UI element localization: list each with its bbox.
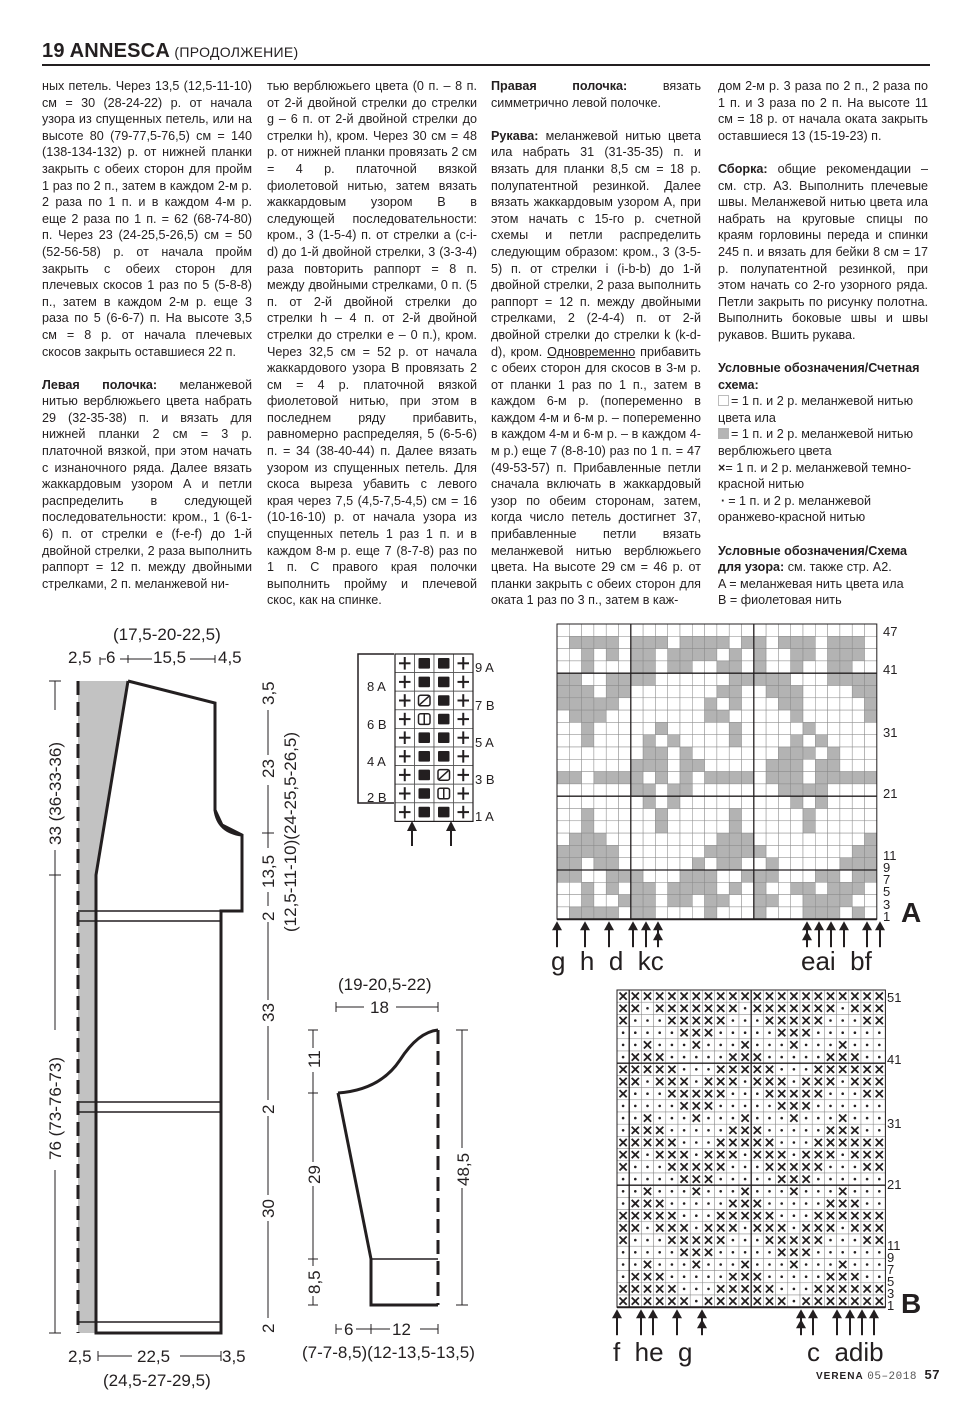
svg-text:30: 30 — [259, 1199, 278, 1218]
page-number: 57 — [924, 1367, 940, 1382]
svg-text:3,5: 3,5 — [222, 1347, 246, 1366]
svg-text:6 B: 6 B — [367, 717, 387, 732]
svg-text:2,5: 2,5 — [68, 648, 92, 667]
svg-text:4 A: 4 A — [367, 754, 386, 769]
text-column-3 — [491, 78, 701, 626]
svg-text:2: 2 — [259, 911, 278, 921]
row-number: 9 — [887, 1250, 895, 1265]
stitch-grid — [395, 654, 473, 821]
svg-text:3,5: 3,5 — [259, 681, 278, 705]
svg-text:9 A: 9 A — [475, 660, 494, 675]
page-header — [42, 40, 930, 66]
arrow-up-icon — [446, 821, 456, 846]
text-column-4 — [718, 78, 928, 609]
svg-text:11: 11 — [305, 1050, 324, 1068]
row-number: 7 — [887, 1262, 895, 1277]
svg-text:15,5: 15,5 — [153, 648, 187, 667]
svg-text:6: 6 — [344, 1320, 354, 1339]
chart-a-arrow-labels-left: g h d kc — [551, 946, 664, 976]
chart-b-arrow-labels-left: f he g — [613, 1337, 693, 1367]
pattern-title: 19 ANNESCA — [42, 40, 170, 62]
row-number: 47 — [883, 624, 898, 639]
page-footer — [816, 1367, 940, 1383]
row-number: 7 — [883, 872, 891, 887]
colorwork-chart-b — [615, 988, 935, 1368]
legend-chart-title: Условные обозначения/Счетная схема: — [718, 361, 920, 392]
row-number: 11 — [883, 848, 897, 863]
row-number: 9 — [883, 860, 891, 875]
svg-text:33: 33 — [259, 1003, 278, 1022]
svg-text:4,5: 4,5 — [218, 648, 242, 667]
front-left-upper-dim: 33 (36-33-36) — [46, 741, 65, 845]
left-front-continued: тью верблюжьего цвета (0 п. – 8 п. от 2-й двойной стрелки до стрелки g – 6 п. от 2-й двойной стрелки до стрелки h), кром. Через 30 см = 48 р. от нижней планки провязать 2 см = 4 р. платочной вязкой фиолетовой нитью, затем вязать жаккардовым узором В в следующей последовательности: кром., 3 (1-5-4) п. от стрелки a (c-i-d) до 1-й двойной стрелки, 3 (3-3-4) раза повторить раппорт = 8 п. между двойными стрелками, 0 п. (5 п. от 2-й двойной стрелки до стрелки h – 4 п. от 2-й двойной стрелки до стрелки e – 0 п.), кром. Через 32,5 см = 52 р. от начала жаккардового узора В провязать 2 см = 4 р. платочной вязкой фиолетовой нитью, при этом в последнем ряду прибавить, равномерно распределяя, 5 (6-5-6) п. = 34 (38-40-44) п. Далее вязать узором из спущенных петель. Для скоса выреза убавить с левого края через 7,5 (4,5-7,5-4,5) см = 16 (10-16-10) р. от начала узора из спущенных петель 1 раз 1 п. и в каждом 8-м р. еще 7 (8-7-8) раз по 1 п. С правого края полочки выполнить пройму и плечевой скос, как на спинке. — [267, 79, 477, 608]
pattern-subtitle: (ПРОДОЛЖЕНИЕ) — [174, 44, 299, 60]
svg-text:2,5: 2,5 — [68, 1347, 92, 1366]
legend-item: · = 1 п. и 2 р. меланжевой оранжево-красной нитью — [718, 493, 871, 525]
row-number: 1 — [887, 1298, 895, 1313]
chart-b-row-numbers — [887, 990, 901, 1313]
front-bottom-alt: (24,5-27-29,5) — [103, 1371, 211, 1390]
svg-text:8,5: 8,5 — [305, 1270, 324, 1294]
front-left-total-dim: 76 (73-76-73) — [46, 1056, 65, 1160]
row-number: 21 — [883, 786, 898, 801]
colorwork-chart-a — [551, 622, 935, 977]
sleeve-schematic — [290, 965, 490, 1365]
legend-pattern-title: Условные обозначения/Схема для узора: см. также стр. А2. — [718, 543, 908, 575]
chart-a-arrows — [552, 921, 885, 947]
sleeve-top-alt: (19-20,5-22) — [338, 975, 432, 994]
chart-a-row-numbers — [883, 624, 897, 924]
text-column-1 — [42, 78, 252, 609]
svg-text:6: 6 — [106, 648, 116, 667]
svg-text:18: 18 — [370, 998, 389, 1017]
row-number: 3 — [883, 897, 891, 912]
front-right-alt-dim: (12,5-11-10)(24-25,5-26,5) — [281, 731, 300, 932]
text-column-2 — [267, 78, 477, 626]
row-number: 3 — [887, 1286, 895, 1301]
legend-pattern-b: B = фиолетовая нить — [718, 593, 842, 608]
svg-text:29: 29 — [305, 1165, 324, 1184]
svg-text:23: 23 — [259, 759, 278, 778]
magazine-brand: VERENA — [816, 1371, 864, 1382]
svg-text:5 A: 5 A — [475, 735, 494, 750]
section-heading: Рукава: — [491, 128, 539, 143]
white-square-icon — [718, 395, 729, 406]
right-front-section: Правая полочка: вязать симметрично левой полочке. — [491, 79, 702, 110]
chart-a-arrow-labels-right: eai bf — [801, 946, 872, 976]
section-heading: Правая полочка: — [491, 79, 628, 93]
chart-b-arrow-labels-right: c adib — [807, 1337, 884, 1367]
section-heading: Левая полочка: — [42, 377, 158, 392]
legend-pattern-a: A = меланжевая нить цвета ила — [718, 576, 904, 591]
issue-number: 05–2018 — [867, 1371, 917, 1383]
svg-text:13,5: 13,5 — [259, 854, 278, 888]
svg-text:8 A: 8 A — [367, 679, 386, 694]
row-number: 41 — [887, 1052, 902, 1067]
svg-text:2 B: 2 B — [367, 790, 387, 805]
row-number: 21 — [887, 1177, 902, 1192]
section-heading: Сборка: — [718, 161, 768, 176]
row-number: 5 — [887, 1274, 895, 1289]
row-number: 31 — [887, 1116, 902, 1131]
sleeves-continued: дом 2-м р. 3 раза по 2 п., 2 раза по 1 п. и 3 раза по 2 п. На высоте 11 см = 18 р. от начала оката закрыть оставшиеся 13 (15-19-23) п. — [718, 79, 928, 143]
row-number: 11 — [887, 1238, 901, 1253]
sleeve-bottom-alt: (7-7-8,5)(12-13,5-13,5) — [302, 1343, 475, 1362]
stitch-pattern-chart — [350, 648, 510, 853]
row-number: 31 — [883, 725, 898, 740]
chart-b-arrows — [612, 1309, 879, 1335]
sleeve-length-dim: 48,5 — [454, 1152, 473, 1186]
row-number: 5 — [883, 884, 891, 899]
dot-icon: · — [721, 493, 726, 508]
legend-item: = 1 п. и 2 р. меланжевой нитью цвета ила — [718, 394, 914, 425]
row-number: 41 — [883, 662, 898, 677]
chart-a-label: A — [901, 897, 922, 928]
left-front-section: Левая полочка: меланжевой нитью верблюжьего цвета набрать 29 (32-35-38) п. и вязать для нижней планки 2 см = 3 р. платочной вязкой, при этом начать с изнаночного ряда. Далее вязать жаккардовым узором А и петли распределить в следующей последовательности: кром., 1 (6-1-6) п. от стрелки е (f-e-f) до 1-й двойной стрелки, 2 раза выполнить раппорт = 12 п. между двойными стрелками, 2 п. меланжевой ни- — [42, 377, 253, 591]
grey-square-icon — [718, 428, 729, 439]
svg-text:1 A: 1 A — [475, 809, 494, 824]
front-schematic — [0, 615, 320, 1390]
row-number: 51 — [887, 990, 902, 1005]
svg-text:12: 12 — [392, 1320, 411, 1339]
legend-item: = 1 п. и 2 р. меланжевой нитью верблюжьего цвета — [718, 427, 914, 459]
legend-item: ×= 1 п. и 2 р. меланжевой темно-красной нитью — [718, 460, 912, 492]
arrow-up-icon — [407, 821, 417, 846]
svg-text:22,5: 22,5 — [137, 1347, 171, 1366]
chart-b-label: B — [901, 1288, 922, 1319]
row-number: 1 — [883, 909, 891, 924]
sleeves-section: Рукава: меланжевой нитью цвета ила набрать 31 (31-35-35) п. и вязать для планки 8,5 см = 18 р. полупатентной резинкой. Далее вязать жаккардовым узором А, при этом начать с 15-го р. счетной схемы и петли распределить следующим образом: кром., 3 (3-5-5) п. от стрелки i (i-b-b) до 1-й двойной стрелки, 2 раза выполнить раппорт = 12 п. между двойными стрелками, 2 (2-4-4) п. от 2-й двойной стрелки до стрелки k (k-d-d), кром. Одновременно прибавить с обеих сторон для скосов в 3-м р. от планки 1 раз по 1 п., затем в каждом 6-м р. (попеременно в каждом 4-м и 6-м р. – попеременно в каждом 4-м и 6-м р. – в каждом 4-м р.) еще 7 (8-8-10) раз по 1 п. = 47 (49-53-57) п. Прибавленные петли сначала включать в жаккардовый узор по обеим сторонам, затем, когда число петель достигнет 37, прибавленные петли вязать меланжевой нитью верблюжьего цвета. На высоте 29 см = 46 р. от планки закрыть с обеих сторон для оката 1 раз по 3 п., затем в каж- — [491, 128, 701, 608]
front-top-alt: (17,5-20-22,5) — [113, 625, 221, 644]
svg-text:2: 2 — [259, 1323, 278, 1333]
chart-b-grid — [617, 990, 885, 1307]
svg-text:7 B: 7 B — [475, 698, 495, 713]
assembly-section: Сборка: общие рекомендации – см. стр. А3. Выполнить плечевые швы. Меланжевой нитью цвета ила набрать на круговые спицы по краям горловины переда и спинки 245 п. и вязать для бейки 8 см = 17 р. полупатентной резинкой, при этом начать со 2-го узорного ряда. Петли закрыть по рисунку полотна. Выполнить боковые швы и швы рукавов. Вшить рукава. — [718, 161, 928, 342]
cross-icon: × — [718, 460, 726, 475]
chart-a-grid — [557, 624, 877, 919]
back-instructions-end: ных петель. Через 13,5 (12,5-11-10) см = 30 (28-24-22) р. от начала узора из спущенных петель, или на высоте 80 (79-77,5-76,5) см = 140 (138-134-132) р. от нижней планки закрыть с обеих сторон для пройм 1 раз по 2 п., затем в каждом 2-м р. 2 раза по 1 п. и в каждом 4-м р. еще 2 раза по 1 п. = 62 (68-74-80) п. Через 23 (24-25,5-26,5) см = 50 (52-56-58) р. от начала пройм закрыть с обеих сторон для плечевых скосов 1 раз по 5 (5-8-8) п., затем в каждом 2-м р. еще 3 раза по 5 (6-6-7) п. На высоте 3,5 см = 8 р. от начала плечевых скосов закрыть оставшиеся 22 п. — [42, 79, 252, 359]
svg-text:2: 2 — [259, 1104, 278, 1114]
svg-text:3 B: 3 B — [475, 772, 495, 787]
